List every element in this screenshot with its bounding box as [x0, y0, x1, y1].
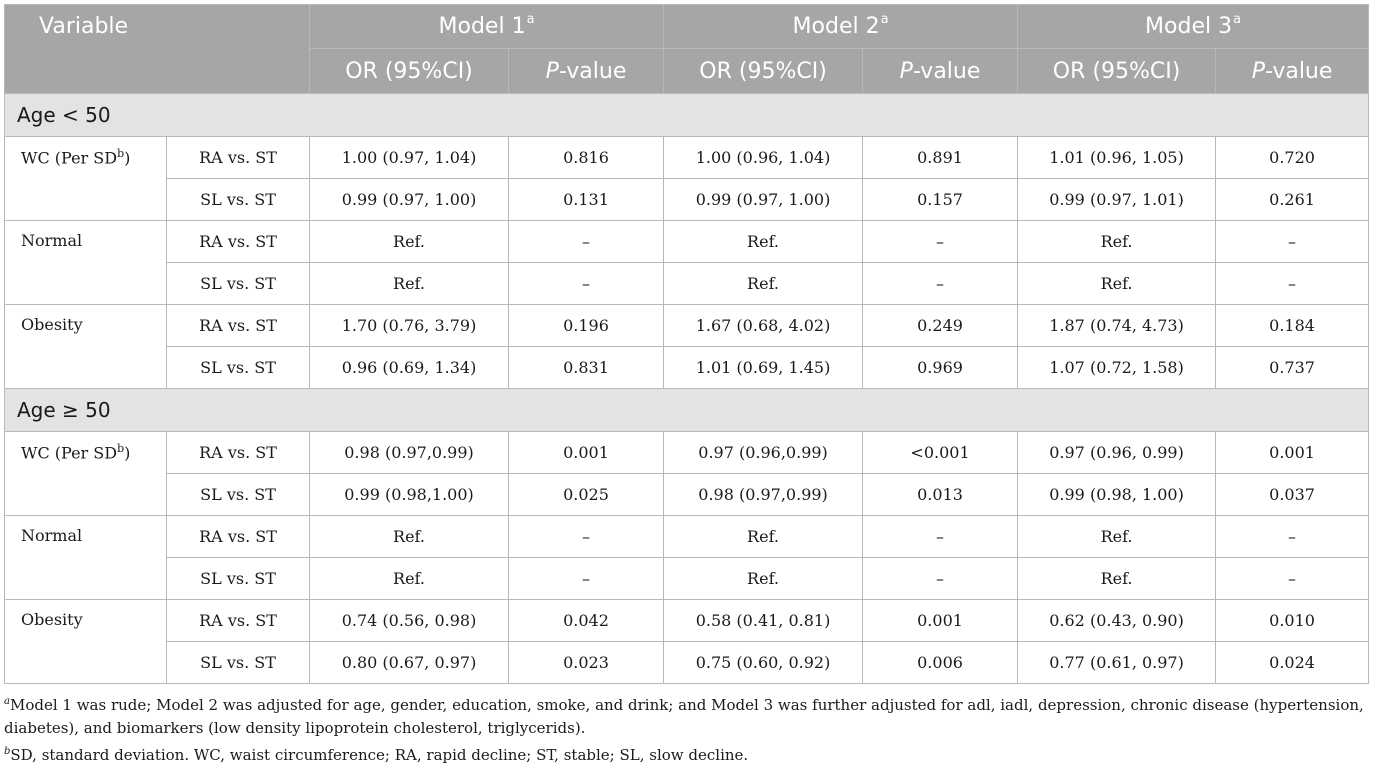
table-row — [5, 642, 1369, 684]
footnotes — [4, 690, 1370, 767]
variable-cell — [5, 137, 167, 221]
variable-label: Obesity — [21, 610, 83, 629]
comparison-cell: RA vs. ST — [167, 221, 310, 263]
variable-cell — [5, 432, 167, 516]
p-value-cell: – — [1216, 558, 1369, 600]
p-value-cell: 0.831 — [509, 347, 664, 389]
or-cell: 1.00 (0.97, 1.04) — [310, 137, 509, 179]
p-value-cell: – — [509, 221, 664, 263]
p-value-cell: 0.025 — [509, 474, 664, 516]
variable-label: WC (Per SD — [21, 443, 118, 463]
or-cell: 0.97 (0.96, 0.99) — [1018, 432, 1216, 474]
table-row — [5, 347, 1369, 389]
table-row — [5, 432, 1369, 474]
header-model-3: Model 3$^a$ — [1018, 5, 1369, 49]
p-value-cell: 0.042 — [509, 600, 664, 642]
p-value-cell: 0.013 — [863, 474, 1018, 516]
comparison-cell: SL vs. ST — [167, 347, 310, 389]
p-value-cell: 0.131 — [509, 179, 664, 221]
results-table-container — [4, 4, 1368, 767]
p-value-cell: 0.891 — [863, 137, 1018, 179]
comparison-cell: SL vs. ST — [167, 642, 310, 684]
comparison-cell: RA vs. ST — [167, 516, 310, 558]
section-row — [5, 389, 1369, 432]
or-cell: Ref. — [310, 263, 509, 305]
or-cell: 1.01 (0.69, 1.45) — [664, 347, 863, 389]
or-cell: 0.96 (0.69, 1.34) — [310, 347, 509, 389]
or-cell: 0.75 (0.60, 0.92) — [664, 642, 863, 684]
variable-label: Obesity — [21, 315, 83, 334]
or-cell: Ref. — [310, 516, 509, 558]
comparison-cell: RA vs. ST — [167, 600, 310, 642]
p-value-cell: 0.720 — [1216, 137, 1369, 179]
variable-suffix: ) — [124, 148, 131, 168]
comparison-cell: RA vs. ST — [167, 137, 310, 179]
header-or: OR (95%CI) — [664, 49, 863, 94]
table-body — [5, 94, 1369, 684]
p-value-cell: 0.969 — [863, 347, 1018, 389]
p-value-cell: 0.737 — [1216, 347, 1369, 389]
or-cell: Ref. — [310, 221, 509, 263]
section-label: Age ≥ 50 — [5, 389, 1369, 432]
or-cell: 0.99 (0.97, 1.00) — [310, 179, 509, 221]
p-value-cell: 0.001 — [863, 600, 1018, 642]
or-cell: 0.80 (0.67, 0.97) — [310, 642, 509, 684]
or-cell: 0.74 (0.56, 0.98) — [310, 600, 509, 642]
table-row — [5, 516, 1369, 558]
p-value-cell: 0.249 — [863, 305, 1018, 347]
header-model-2: Model 2$^a$ — [664, 5, 1018, 49]
or-cell: 1.01 (0.96, 1.05) — [1018, 137, 1216, 179]
variable-sup: b — [117, 442, 125, 455]
table-row — [5, 558, 1369, 600]
or-cell: 0.99 (0.97, 1.00) — [664, 179, 863, 221]
header-or: OR (95%CI) — [1018, 49, 1216, 94]
or-cell: 0.58 (0.41, 0.81) — [664, 600, 863, 642]
p-value-cell: – — [863, 516, 1018, 558]
section-row — [5, 94, 1369, 137]
table-row — [5, 263, 1369, 305]
or-cell: Ref. — [664, 221, 863, 263]
or-cell: Ref. — [1018, 221, 1216, 263]
header-p-value: P-value — [863, 49, 1018, 94]
table-row — [5, 179, 1369, 221]
comparison-cell: SL vs. ST — [167, 558, 310, 600]
header-p-value: P-value — [1216, 49, 1369, 94]
comparison-cell: RA vs. ST — [167, 432, 310, 474]
p-value-cell: – — [1216, 221, 1369, 263]
p-value-cell: – — [509, 516, 664, 558]
p-value-cell: 0.001 — [1216, 432, 1369, 474]
p-value-cell: 0.006 — [863, 642, 1018, 684]
p-value-cell: – — [1216, 516, 1369, 558]
p-value-cell: – — [509, 263, 664, 305]
variable-cell — [5, 305, 167, 389]
variable-label: Normal — [21, 526, 83, 545]
p-value-cell: 0.261 — [1216, 179, 1369, 221]
or-cell: Ref. — [1018, 263, 1216, 305]
footnote-b: $^b$SD, standard deviation. WC, waist circumference; RA, rapid decline; ST, stable; SL, slow decline. — [4, 746, 749, 764]
or-cell: Ref. — [664, 558, 863, 600]
p-value-cell: 0.024 — [1216, 642, 1369, 684]
comparison-cell: SL vs. ST — [167, 179, 310, 221]
p-value-cell: 0.023 — [509, 642, 664, 684]
p-value-cell: – — [863, 221, 1018, 263]
comparison-cell: SL vs. ST — [167, 263, 310, 305]
or-cell: 1.87 (0.74, 4.73) — [1018, 305, 1216, 347]
p-value-cell: 0.184 — [1216, 305, 1369, 347]
variable-sup: b — [117, 147, 125, 160]
variable-suffix: ) — [124, 443, 131, 463]
variable-cell — [5, 516, 167, 600]
p-value-cell: – — [1216, 263, 1369, 305]
or-cell: Ref. — [310, 558, 509, 600]
variable-label: Normal — [21, 231, 83, 250]
p-value-cell: 0.001 — [509, 432, 664, 474]
header-model-1: Model 1$^a$ — [310, 5, 664, 49]
p-value-cell: – — [863, 263, 1018, 305]
or-cell: 1.70 (0.76, 3.79) — [310, 305, 509, 347]
p-value-cell: 0.037 — [1216, 474, 1369, 516]
table-row — [5, 474, 1369, 516]
header-p-value: P-value — [509, 49, 664, 94]
footnote-a: $^a$Model 1 was rude; Model 2 was adjusted for age, gender, education, smoke, and drink; and Model 3 was further adjusted for adl, iadl, depression, chronic disease (hypertension, diabetes), and biomarkers (low density lipoprotein cholesterol, triglycerids). — [4, 696, 1364, 737]
or-cell: 1.07 (0.72, 1.58) — [1018, 347, 1216, 389]
p-value-cell: 0.010 — [1216, 600, 1369, 642]
variable-cell — [5, 221, 167, 305]
p-value-cell: – — [509, 558, 664, 600]
results-table — [4, 4, 1369, 684]
or-cell: Ref. — [1018, 558, 1216, 600]
p-value-cell: 0.816 — [509, 137, 664, 179]
or-cell: 0.62 (0.43, 0.90) — [1018, 600, 1216, 642]
or-cell: 0.97 (0.96,0.99) — [664, 432, 863, 474]
or-cell: 0.77 (0.61, 0.97) — [1018, 642, 1216, 684]
or-cell: 0.99 (0.98,1.00) — [310, 474, 509, 516]
or-cell: 0.99 (0.97, 1.01) — [1018, 179, 1216, 221]
comparison-cell: RA vs. ST — [167, 305, 310, 347]
comparison-cell: SL vs. ST — [167, 474, 310, 516]
header-or: OR (95%CI) — [310, 49, 509, 94]
or-cell: 0.98 (0.97,0.99) — [664, 474, 863, 516]
table-row — [5, 221, 1369, 263]
table-row — [5, 305, 1369, 347]
or-cell: 0.98 (0.97,0.99) — [310, 432, 509, 474]
variable-cell — [5, 600, 167, 684]
or-cell: Ref. — [1018, 516, 1216, 558]
or-cell: 1.00 (0.96, 1.04) — [664, 137, 863, 179]
or-cell: Ref. — [664, 516, 863, 558]
p-value-cell: – — [863, 558, 1018, 600]
or-cell: 1.67 (0.68, 4.02) — [664, 305, 863, 347]
or-cell: 0.99 (0.98, 1.00) — [1018, 474, 1216, 516]
p-value-cell: 0.157 — [863, 179, 1018, 221]
section-label: Age < 50 — [5, 94, 1369, 137]
variable-label: WC (Per SD — [21, 148, 118, 168]
p-value-cell: <0.001 — [863, 432, 1018, 474]
table-row — [5, 137, 1369, 179]
header-row-models — [5, 5, 1369, 49]
table-row — [5, 600, 1369, 642]
or-cell: Ref. — [664, 263, 863, 305]
header-variable: Variable — [5, 5, 310, 94]
p-value-cell: 0.196 — [509, 305, 664, 347]
